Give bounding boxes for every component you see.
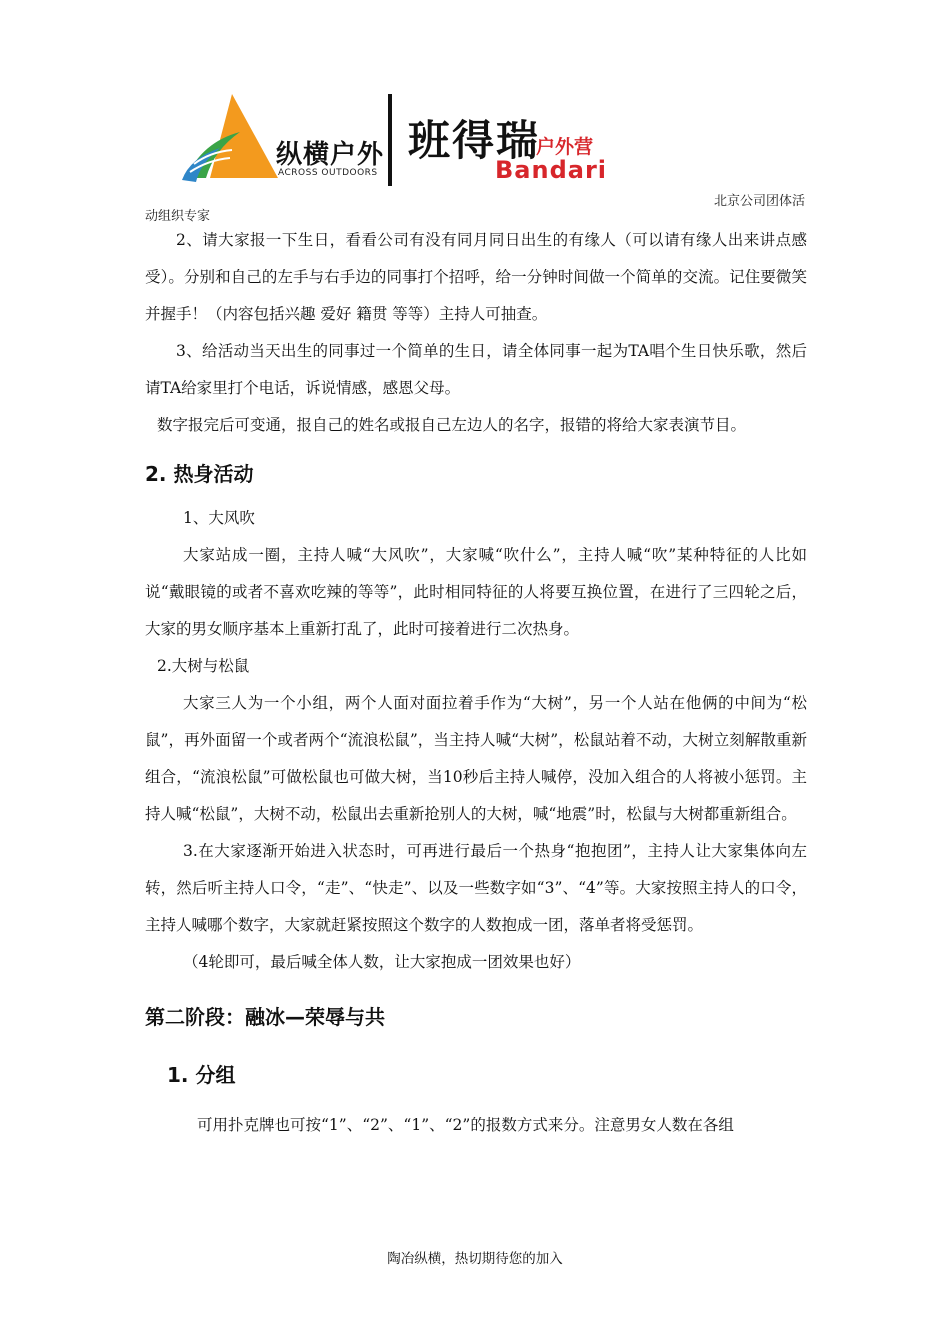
subheading-tree-squirrel: 2.大树与松鼠	[157, 657, 250, 675]
company-logo	[180, 88, 620, 188]
logo-across-chinese: 纵横户外	[276, 140, 385, 170]
document-body	[145, 222, 807, 1144]
header-tagline-part2: 动组织专家	[145, 209, 211, 224]
subheading-big-wind: 1、大风吹	[183, 509, 255, 527]
paragraph-number-variation: 数字报完后可变通，报自己的姓名或报自己左边人的名字，报错的将给大家表演节目。	[157, 416, 747, 434]
section-heading-grouping: 1. 分组	[167, 1063, 236, 1087]
logo-divider	[388, 94, 392, 186]
header-tagline-part1: 北京公司团体活	[713, 194, 805, 209]
section-heading-stage2: 第二阶段：融冰—荣辱与共	[145, 1005, 385, 1029]
logo-bandari-english: Bandari	[495, 156, 608, 184]
logo-bandari-subtitle: 户外营	[536, 136, 594, 158]
paragraph-celebration: 3、给活动当天出生的同事过一个简单的生日，请全体同事一起为TA唱个生日快乐歌，然后请TA给家里打个电话，诉说情感，感恩父母。	[145, 342, 807, 397]
paragraph-birthday: 2、请大家报一下生日，看看公司有没有同月同日出生的有缘人（可以请有缘人出来讲点感受）。分别和自己的左手与右手边的同事打个招呼，给一分钟时间做一个简单的交流。记住要微笑并握手！（内容包括兴趣 爱好 籍贯 等等）主持人可抽查。	[145, 231, 807, 323]
mountain-logo-icon	[180, 92, 280, 184]
paragraph-rounds-note: （4轮即可，最后喊全体人数，让大家抱成一团效果也好）	[183, 953, 581, 971]
logo-across-english: ACROSS OUTDOORS	[278, 168, 378, 178]
paragraph-big-wind: 大家站成一圈，主持人喊“大风吹”，大家喊“吹什么”，主持人喊“吹”某种特征的人比如说“戴眼镜的或者不喜欢吃辣的等等”，此时相同特征的人将要互换位置，在进行了三四轮之后，大家的男女顺序基本上重新打乱了，此时可接着进行二次热身。	[145, 546, 807, 638]
page-footer: 陶冶纵横，热切期待您的加入	[387, 1251, 563, 1267]
paragraph-tree-squirrel: 大家三人为一个小组，两个人面对面拉着手作为“大树”，另一个人站在他俩的中间为“松鼠”，再外面留一个或者两个“流浪松鼠”，当主持人喊“大树”，松鼠站着不动，大树立刻解散重新组合，“流浪松鼠”可做松鼠也可做大树，当10秒后主持人喊停，没加入组合的人将被小惩罚。主持人喊“松鼠”，大树不动，松鼠出去重新抢别人的大树，喊“地震”时，松鼠与大树都重新组合。	[145, 694, 807, 823]
logo-bandari-chinese: 班得瑞	[408, 116, 541, 165]
paragraph-hug-group: 3.在大家逐渐开始进入状态时，可再进行最后一个热身“抱抱团”，主持人让大家集体向左转，然后听主持人口令，“走”、“快走”、以及一些数字如“3”、“4”等。大家按照主持人的口令，主持人喊哪个数字，大家就赶紧按照这个数字的人数抱成一团，落单者将受惩罚。	[145, 842, 807, 934]
paragraph-grouping: 可用扑克牌也可按“1”、“2”、“1”、“2”的报数方式来分。注意男女人数在各组	[197, 1116, 734, 1134]
section-heading-warmup: 2. 热身活动	[145, 462, 254, 486]
